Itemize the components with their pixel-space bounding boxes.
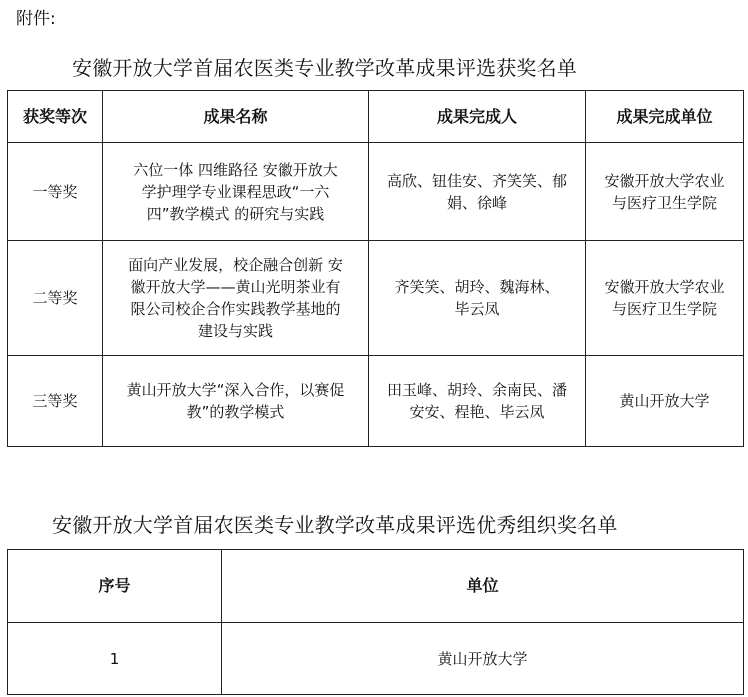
award-level: 一等奖	[8, 143, 103, 241]
header-award-level: 获奖等次	[8, 91, 103, 143]
text-line: 六位一体 四维路径 安徽开放大	[133, 160, 338, 179]
award-level: 二等奖	[8, 241, 103, 356]
award-level: 三等奖	[8, 356, 103, 447]
header-achievers: 成果完成人	[369, 91, 586, 143]
table-row	[8, 623, 744, 695]
text-line: 高欣、钮佳安、齐笑笑、郁	[386, 171, 567, 190]
text-line: 安徽开放大学农业	[604, 278, 725, 296]
table-row	[8, 241, 744, 356]
text-line: 齐笑笑、胡玲、魏海林、	[394, 278, 560, 296]
achievement-name	[103, 241, 369, 356]
achievers	[369, 143, 586, 241]
header-achievement-name: 成果名称	[103, 91, 369, 143]
text-line: 与医疗卫生学院	[611, 300, 717, 318]
achievement-name	[103, 356, 369, 447]
organization-award-title: 安徽开放大学首届农医类专业教学改革成果评选优秀组织奖名单	[52, 513, 618, 537]
text-line: 教”的教学模式	[186, 403, 285, 421]
text-line: 安安、程艳、毕云凤	[409, 403, 545, 421]
text-line: 面向产业发展，校企融合创新 安	[128, 256, 343, 274]
text-line: 娟、徐峰	[446, 193, 507, 212]
header-unit: 成果完成单位	[586, 91, 744, 143]
unit	[586, 143, 744, 241]
attachment-label: 附件:	[16, 9, 56, 29]
award-table-header-row	[8, 91, 744, 143]
table-row	[8, 143, 744, 241]
award-list-title: 安徽开放大学首届农医类专业教学改革成果评选获奖名单	[72, 56, 577, 80]
achievers	[369, 241, 586, 356]
award-table	[7, 90, 744, 447]
text-line: 与医疗卫生学院	[611, 193, 717, 212]
text-line: 田玉峰、胡玲、余南民、潘	[386, 381, 567, 399]
org-unit: 黄山开放大学	[222, 623, 744, 695]
achievers	[369, 356, 586, 447]
organization-award-table	[7, 549, 744, 695]
header-org-unit: 单位	[222, 550, 744, 623]
text-line: 四”教学模式 的研究与实践	[146, 204, 325, 223]
text-line: 黄山开放大学“深入合作，以赛促	[126, 381, 345, 399]
table-row	[8, 356, 744, 447]
row-index: 1	[8, 623, 222, 695]
text-line: 徽开放大学——黄山光明茶业有	[130, 278, 341, 296]
unit	[586, 356, 744, 447]
text-line: 建设与实践	[197, 322, 273, 340]
achievement-name	[103, 143, 369, 241]
unit	[586, 241, 744, 356]
text-line: 黄山开放大学	[619, 392, 710, 410]
text-line: 限公司校企合作实践教学基地的	[130, 300, 341, 318]
text-line: 安徽开放大学农业	[604, 171, 725, 190]
header-index: 序号	[8, 550, 222, 623]
text-line: 学护理学专业课程思政“一六	[141, 182, 330, 201]
organization-table-header-row	[8, 550, 744, 623]
text-line: 毕云凤	[454, 300, 500, 318]
